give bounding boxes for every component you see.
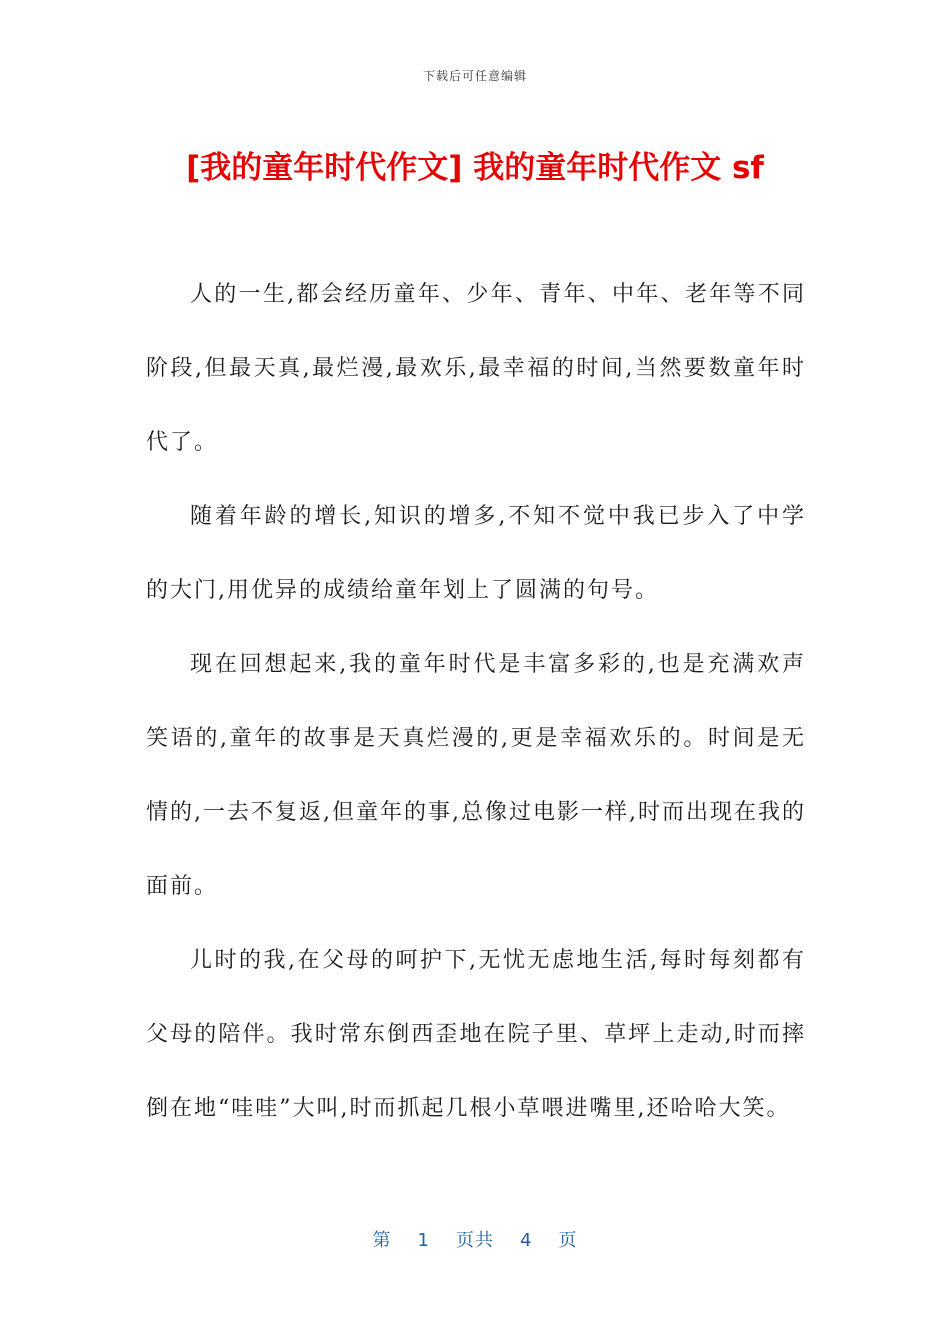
paragraph: 人的一生,都会经历童年、少年、青年、中年、老年等不同阶段,但最天真,最烂漫,最欢乐,最幸福的时间,当然要数童年时代了。 bbox=[146, 282, 806, 455]
total-pages-number: 4 bbox=[520, 1230, 533, 1251]
page-footer bbox=[0, 1226, 950, 1252]
page-suffix: 页 bbox=[558, 1230, 578, 1251]
document-body bbox=[146, 258, 806, 1146]
current-page-number: 1 bbox=[417, 1230, 430, 1251]
paragraph: 儿时的我,在父母的呵护下,无忧无虑地生活,每时每刻都有父母的陪伴。我时常东倒西歪地在院子里、草坪上走动,时而摔倒在地“哇哇”大叫,时而抓起几根小草喂进嘴里,还哈哈大笑。 bbox=[146, 948, 806, 1121]
document-title: [我的童年时代作文] 我的童年时代作文 sf bbox=[186, 150, 764, 186]
paragraph: 现在回想起来,我的童年时代是丰富多彩的,也是充满欢声笑语的,童年的故事是天真烂漫的,更是幸福欢乐的。时间是无情的,一去不复返,但童年的事,总像过电影一样,时而出现在我的面前。 bbox=[146, 652, 806, 899]
page-middle: 页共 bbox=[456, 1230, 494, 1251]
header-note: 下载后可任意编辑 bbox=[422, 69, 527, 83]
page-prefix: 第 bbox=[372, 1230, 392, 1251]
paragraph: 随着年龄的增长,知识的增多,不知不觉中我已步入了中学的大门,用优异的成绩给童年划上了圆满的句号。 bbox=[146, 504, 806, 603]
